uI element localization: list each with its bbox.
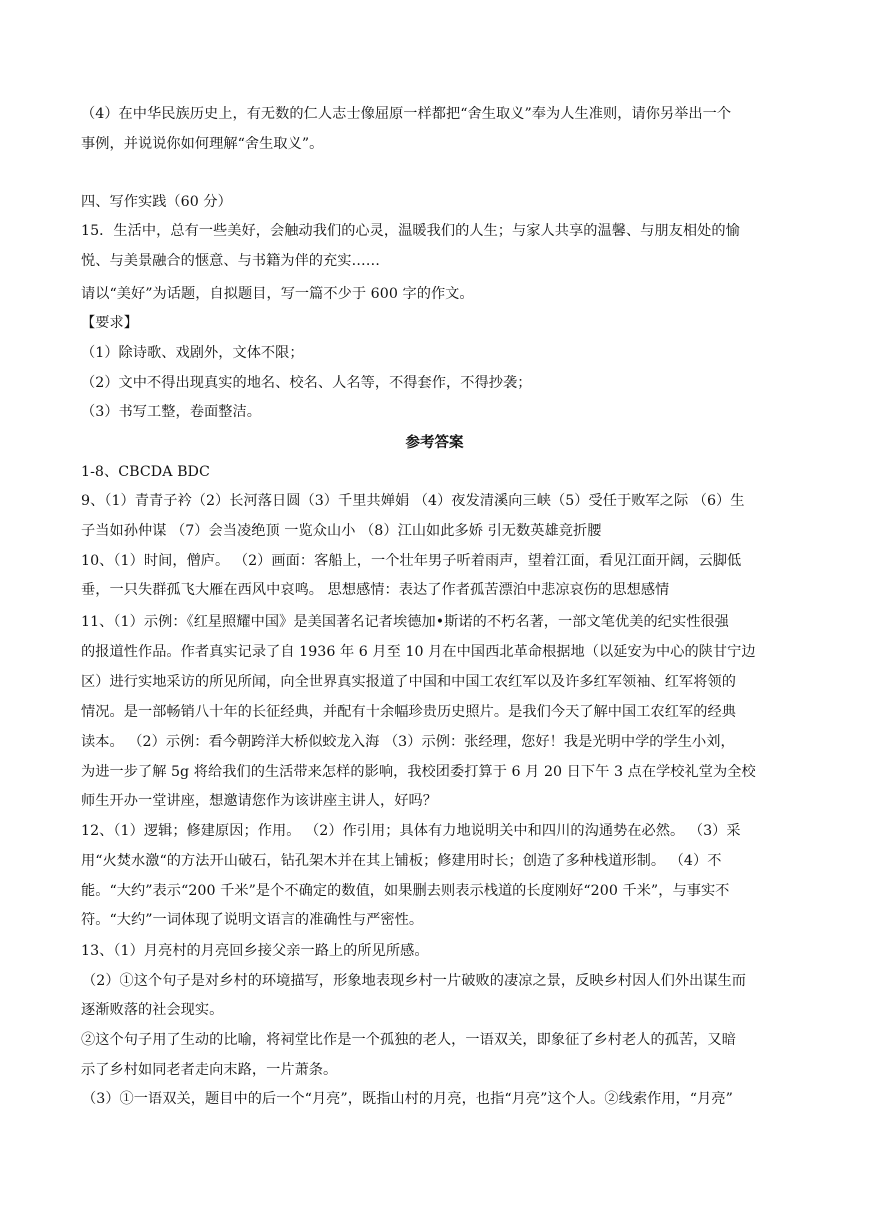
- answer-11-line-3: 区）进行实地采访的所见所闻，向全世界真实报道了中国和中国工农红军以及许多红军领袖、红军将领的: [81, 674, 736, 690]
- answer-13-line-4: ②这个句子用了生动的比喻，将祠堂比作是一个孤独的老人，一语双关，即象征了乡村老人的孤苦，又暗: [81, 1032, 736, 1048]
- question-4-line-2: 事例，并说说你如何理解“舍生取义”。: [81, 136, 324, 152]
- answer-9-line-1: 9、（1）青青子衿（2）长河落日圆（3）千里共婵娟 （4）夜发清溪向三峡（5）受任于败军之际 （6）生: [81, 493, 745, 509]
- answer-12-line-2: 用“火焚水激“的方法开山破石，钻孔架木并在其上铺板；修建用时长；创造了多种栈道形制。 （4）不: [81, 853, 722, 869]
- answer-10-line-1: 10、（1）时间，僧庐。 （2）画面：客船上，一个壮年男子听着雨声，望着江面，看见江面开阔，云脚低: [81, 553, 742, 569]
- answer-11-line-6: 为进一步了解 5g 将给我们的生活带来怎样的影响，我校团委打算于 6 月 20 日下午 3 点在学校礼堂为全校: [81, 764, 756, 780]
- answer-13-line-3: 逐渐败落的社会现实。: [81, 1002, 224, 1018]
- answer-9-line-2: 子当如孙仲谋 （7）会当凌绝顶 一览众山小 （8）江山如此多娇 引无数英雄竞折腰: [81, 523, 602, 539]
- answer-12-line-3: 能。“大约”表示“200 千米”是个不确定的数值，如果删去则表示栈道的长度刚好“200 千米”，与事实不: [81, 883, 730, 899]
- requirements-label: 【要求】: [81, 315, 138, 331]
- answers-title: 参考答案: [405, 434, 464, 451]
- answer-13-line-5: 示了乡村如同老者走向末路，一片萧条。: [81, 1062, 338, 1078]
- answer-1-8: 1-8、CBCDA BDC: [81, 464, 210, 480]
- writing-section-title: 四、写作实践（60 分）: [81, 194, 232, 210]
- answer-12-line-1: 12、（1）逻辑；修建原因；作用。 （2）作引用；具体有力地说明关中和四川的沟通势在必然。 （3）采: [81, 823, 741, 839]
- question-15-line-1: 15．生活中，总有一些美好，会触动我们的心灵，温暖我们的人生；与家人共享的温馨、与朋友相处的愉: [81, 223, 740, 239]
- answer-13-line-1: 13、（1）月亮村的月亮回乡接父亲一路上的所见所感。: [81, 943, 429, 959]
- answer-11-line-5: 读本。 （2）示例：看今朝跨洋大桥似蛟龙入海 （3）示例：张经理，您好！我是光明中学的学生小刘，: [81, 734, 735, 750]
- answer-11-line-7: 师生开办一堂讲座，想邀请您作为该讲座主讲人，好吗？: [81, 793, 437, 809]
- answer-11-line-1: 11、（1）示例：《红星照耀中国》是美国著名记者埃德加•斯诺的不朽名著，一部文笔优美的纪实性很强: [81, 614, 729, 630]
- answer-10-line-2: 垂，一只失群孤飞大雁在西风中哀鸣。 思想感情：表达了作者孤苦漂泊中悲凉哀伤的思想感情: [81, 582, 670, 598]
- question-15-line-2: 悦、与美景融合的惬意、与书籍为伴的充实……: [81, 253, 380, 269]
- answer-12-line-4: 符。“大约”一词体现了说明文语言的准确性与严密性。: [81, 912, 424, 928]
- answer-13-line-2: （2）①这个句子是对乡村的环境描写，形象地表现乡村一片破败的凄凉之景，反映乡村因人们外出谋生而: [82, 973, 747, 989]
- requirement-1: （1）除诗歌、戏剧外，文体不限；: [81, 345, 304, 361]
- question-4-line-1: （4）在中华民族历史上，有无数的仁人志士像屈原一样都把“舍生取义”奉为人生准则，请你另举出一个: [81, 106, 732, 122]
- writing-prompt: 请以“美好”为话题，自拟题目，写一篇不少于 600 字的作文。: [81, 286, 474, 302]
- answer-13-line-6: （3）①一语双关，题目中的后一个“月亮”，既指山村的月亮，也指“月亮”这个人。②线索作用，“月亮”: [82, 1091, 733, 1107]
- answer-11-line-2: 的报道性作品。作者真实记录了自 1936 年 6 月至 10 月在中国西北革命根据地（以延安为中心的陕甘宁边: [81, 644, 756, 660]
- answer-11-line-4: 情况。是一部畅销八十年的长征经典，并配有十余幅珍贵历史照片。是我们今天了解中国工农红军的经典: [81, 704, 736, 720]
- requirement-2: （2）文中不得出现真实的地名、校名、人名等，不得套作，不得抄袭；: [81, 375, 532, 391]
- requirement-3: （3）书写工整，卷面整洁。: [81, 404, 261, 420]
